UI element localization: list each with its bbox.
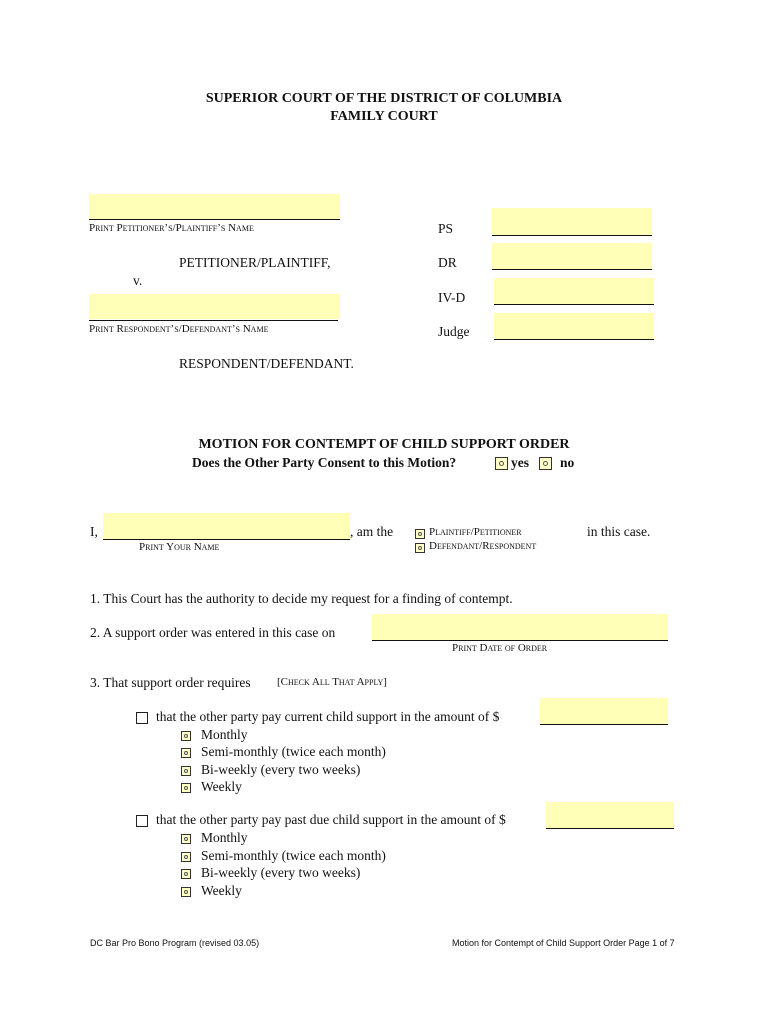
past-monthly-label: Monthly bbox=[201, 830, 248, 845]
past-weekly-label: Weekly bbox=[201, 883, 242, 898]
past-due-checkbox[interactable] bbox=[136, 815, 148, 827]
item-2-text: 2. A support order was entered in this case on bbox=[90, 625, 336, 640]
court-division: FAMILY COURT bbox=[330, 109, 438, 124]
judge-label: Judge bbox=[438, 324, 470, 339]
order-date-field[interactable] bbox=[372, 614, 668, 640]
intro-prefix: I, bbox=[90, 524, 98, 539]
current-weekly-label: Weekly bbox=[201, 779, 242, 794]
current-amount-underline bbox=[540, 724, 668, 725]
ps-label: PS bbox=[438, 221, 454, 236]
past-due-amount-field[interactable] bbox=[546, 802, 674, 828]
intro-am-the: , am the bbox=[350, 524, 394, 539]
footer-left: DC Bar Pro Bono Program (revised 03.05) bbox=[90, 938, 260, 948]
intro-suffix: in this case. bbox=[587, 524, 651, 539]
role-plaintiff-radio[interactable] bbox=[415, 529, 425, 539]
current-support-checkbox[interactable] bbox=[136, 712, 148, 724]
petitioner-role: PETITIONER/PLAINTIFF, bbox=[179, 255, 331, 270]
item-3-note: [Check All That Apply] bbox=[277, 676, 387, 688]
consent-no-radio[interactable] bbox=[539, 457, 552, 470]
order-date-underline bbox=[372, 640, 668, 641]
past-due-amount-underline bbox=[546, 828, 674, 829]
respondent-role: RESPONDENT/DEFENDANT. bbox=[179, 356, 354, 371]
footer-right: Motion for Contempt of Child Support Order Page 1 of 7 bbox=[452, 938, 675, 948]
past-monthly-radio[interactable] bbox=[181, 834, 191, 844]
ps-field[interactable] bbox=[492, 208, 652, 235]
your-name-field[interactable] bbox=[103, 513, 350, 540]
item-3-text: 3. That support order requires bbox=[90, 675, 251, 690]
versus: v. bbox=[133, 273, 143, 288]
past-biweekly-radio[interactable] bbox=[181, 869, 191, 879]
past-weekly-radio[interactable] bbox=[181, 887, 191, 897]
ps-underline bbox=[492, 235, 652, 236]
judge-field[interactable] bbox=[494, 313, 654, 339]
petitioner-underline bbox=[89, 219, 340, 220]
petitioner-name-label: Print Petitioner’s/Plaintiff’s Name bbox=[89, 222, 254, 234]
current-support-text: that the other party pay current child support in the amount of $ bbox=[156, 709, 500, 724]
current-semimonthly-label: Semi-monthly (twice each month) bbox=[201, 744, 386, 759]
court-name: SUPERIOR COURT OF THE DISTRICT OF COLUMBIA bbox=[205, 91, 563, 106]
judge-underline bbox=[494, 339, 654, 340]
current-amount-field[interactable] bbox=[540, 698, 668, 724]
role-plaintiff-label: Plaintiff/Petitioner bbox=[429, 526, 522, 538]
consent-no-label: no bbox=[560, 455, 575, 470]
consent-question: Does the Other Party Consent to this Motion? bbox=[192, 455, 457, 470]
current-monthly-radio[interactable] bbox=[181, 731, 191, 741]
current-semimonthly-radio[interactable] bbox=[181, 748, 191, 758]
respondent-name-label: Print Respondent’s/Defendant’s Name bbox=[89, 323, 269, 335]
order-date-label: Print Date of Order bbox=[452, 642, 548, 654]
current-biweekly-label: Bi-weekly (every two weeks) bbox=[201, 762, 361, 777]
past-biweekly-label: Bi-weekly (every two weeks) bbox=[201, 865, 361, 880]
respondent-underline bbox=[89, 320, 338, 321]
your-name-underline bbox=[103, 539, 350, 540]
dr-label: DR bbox=[438, 255, 457, 270]
dr-underline bbox=[492, 269, 652, 270]
ivd-label: IV-D bbox=[438, 290, 466, 305]
petitioner-name-field[interactable] bbox=[89, 194, 340, 219]
past-semimonthly-label: Semi-monthly (twice each month) bbox=[201, 848, 386, 863]
current-monthly-label: Monthly bbox=[201, 727, 248, 742]
respondent-name-field[interactable] bbox=[89, 294, 340, 319]
dr-field[interactable] bbox=[492, 243, 652, 270]
your-name-label: Print Your Name bbox=[139, 541, 220, 553]
motion-title: MOTION FOR CONTEMPT OF CHILD SUPPORT ORDER bbox=[198, 437, 570, 452]
consent-yes-radio[interactable] bbox=[495, 457, 508, 470]
past-due-text: that the other party pay past due child support in the amount of $ bbox=[156, 812, 506, 827]
current-biweekly-radio[interactable] bbox=[181, 766, 191, 776]
ivd-field[interactable] bbox=[494, 278, 654, 304]
role-defendant-radio[interactable] bbox=[415, 543, 425, 553]
current-weekly-radio[interactable] bbox=[181, 783, 191, 793]
role-defendant-label: Defendant/Respondent bbox=[429, 540, 537, 552]
past-semimonthly-radio[interactable] bbox=[181, 852, 191, 862]
consent-yes-label: yes bbox=[511, 455, 529, 470]
ivd-underline bbox=[494, 304, 654, 305]
item-1: 1. This Court has the authority to decide my request for a finding of contempt. bbox=[90, 591, 513, 606]
